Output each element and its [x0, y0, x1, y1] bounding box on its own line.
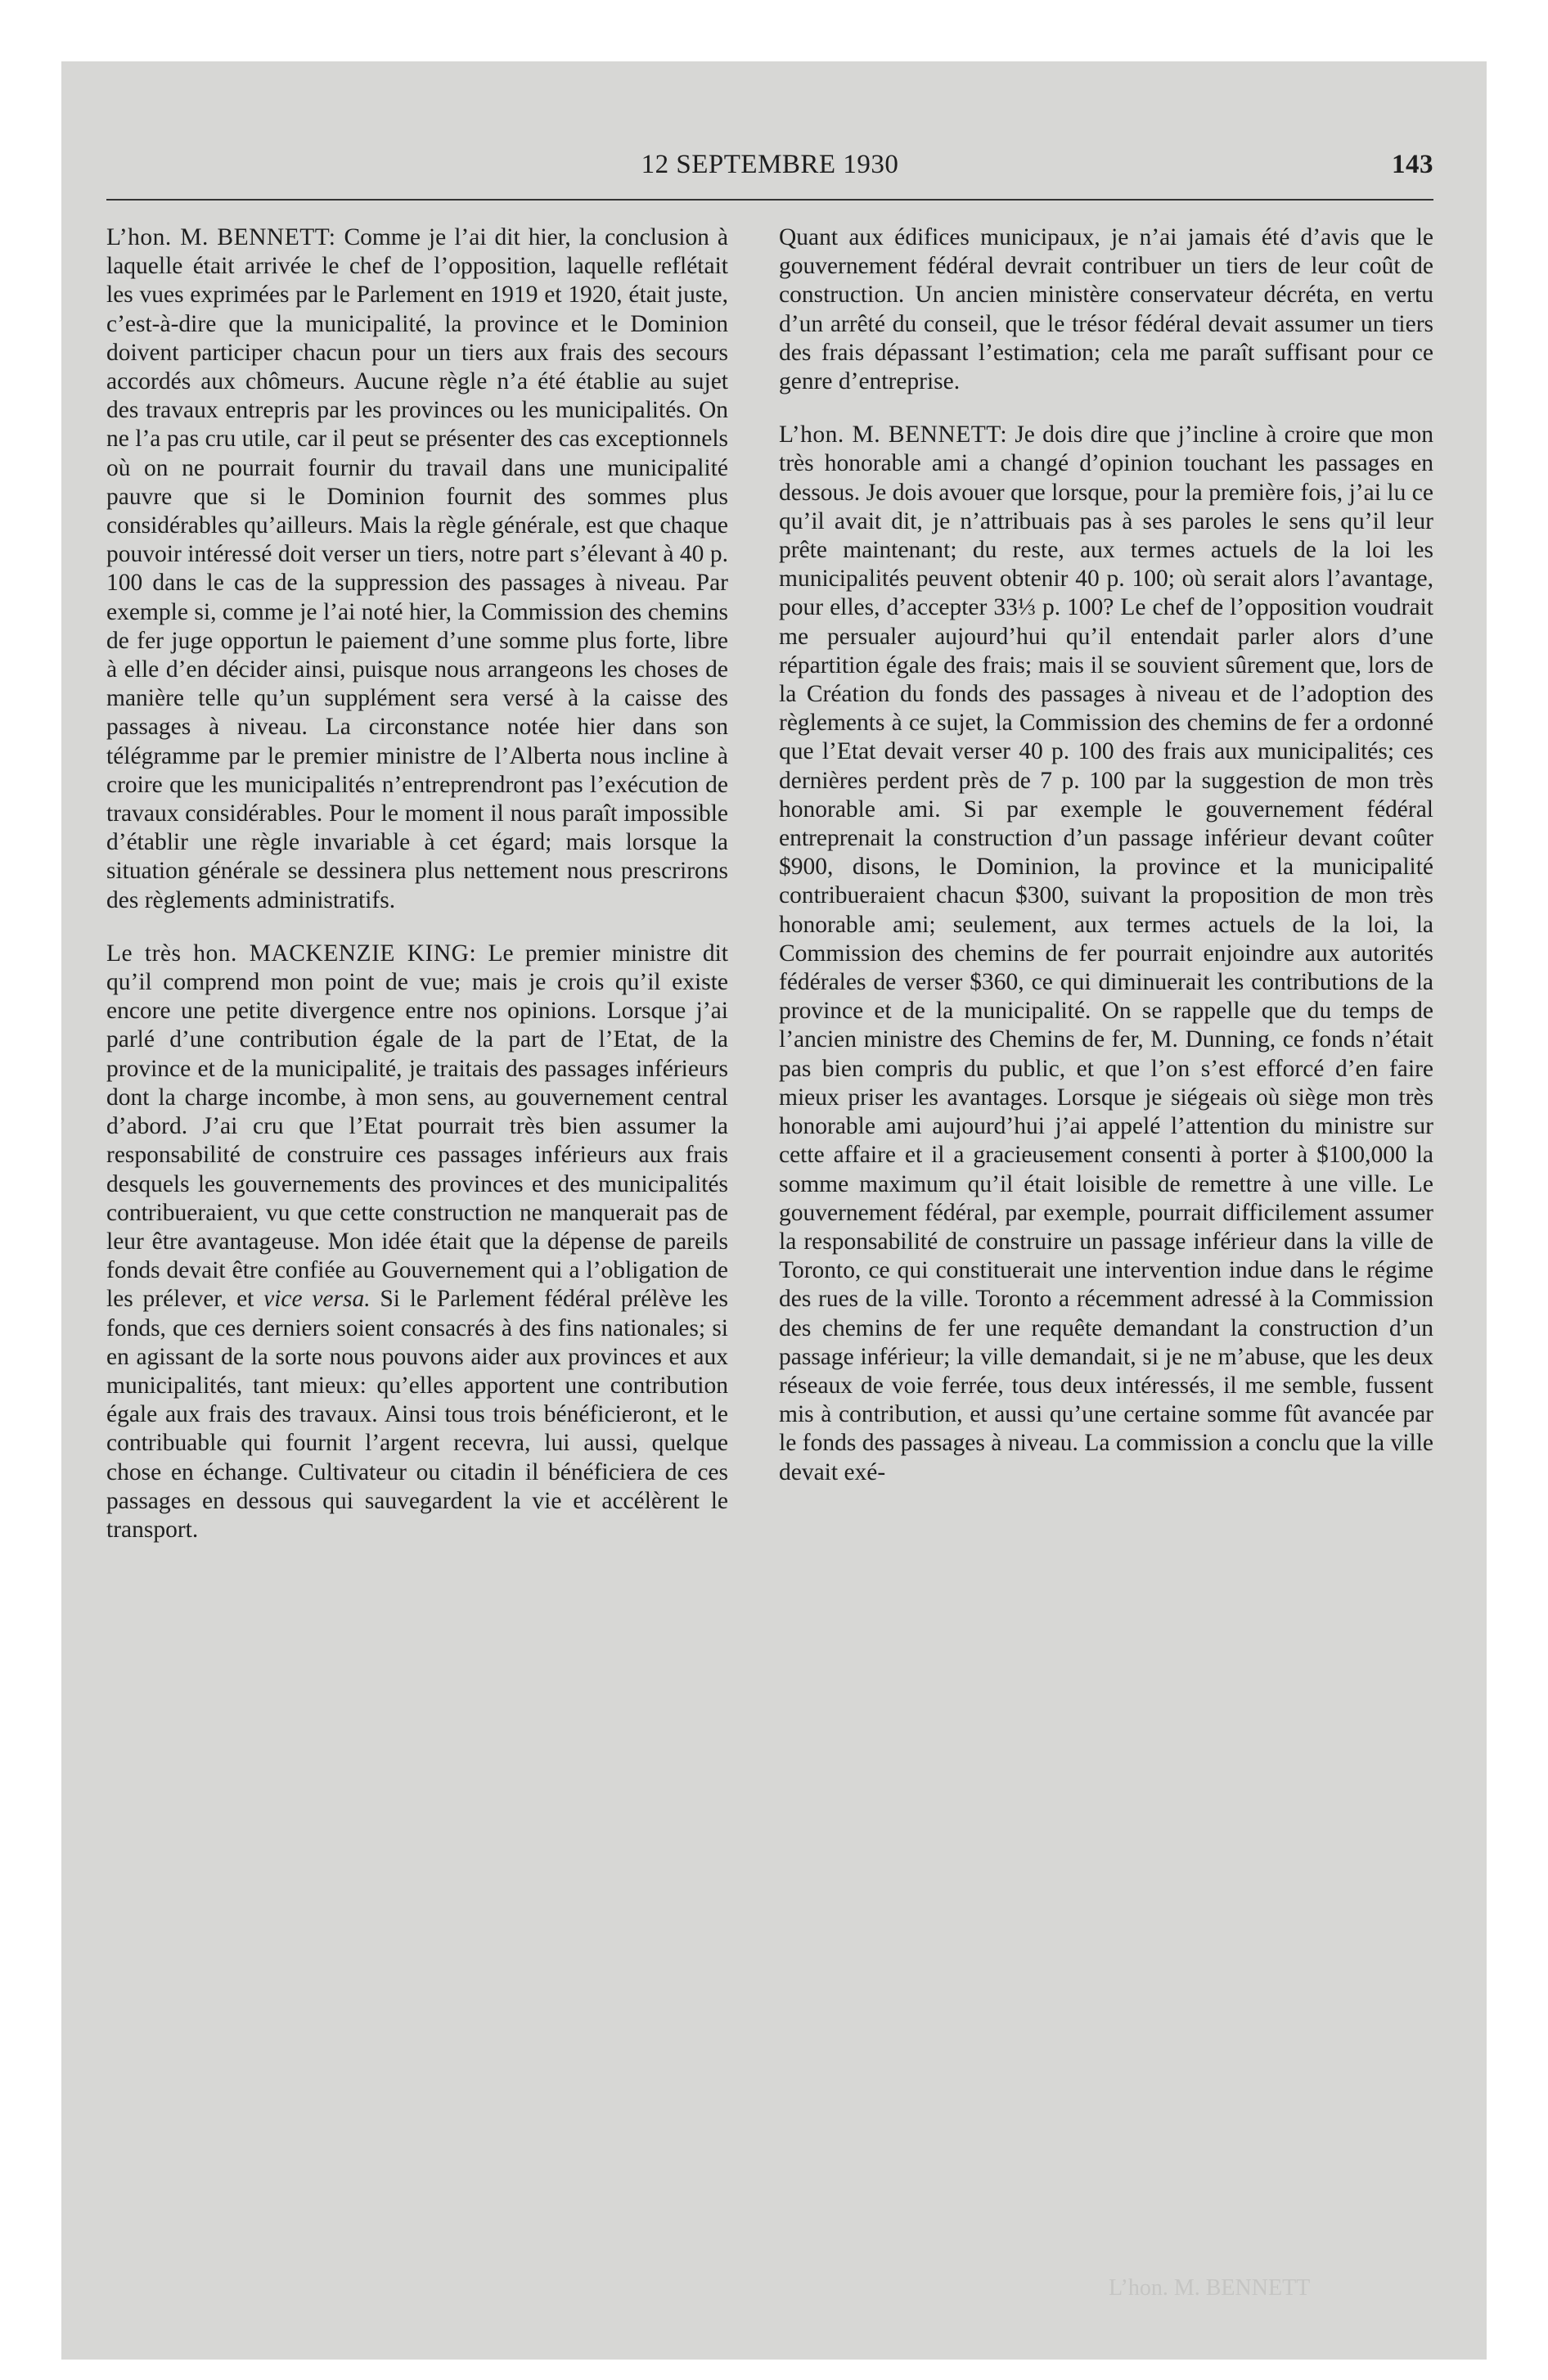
paragraph-text: Je dois dire que j’incline à croire que mon très honorable ami a changé d’opinion touchant les passages en dessous. Je dois avouer que lorsque, pour la première fois, j’ai lu ce qu’il avait dit, je n’attribuais pas à ses paroles le sens qu’il leur prête maintenant; du reste, aux termes actuels de la loi les municipalités peuvent obtenir 40 p. 100; où serait alors l’avantage, pour elles, d’accepter — [779, 421, 1433, 621]
header-rule — [106, 199, 1433, 201]
paragraph-text: Quant aux édifices municipaux, je n’ai jamais été d’avis que le gouvernement fédéral devrait contribuer un tiers de leur coût de construction. Un ancien ministère conservateur décréta, en vertu d’un arrêté du conseil, que le trésor fédéral devait assumer un tiers des frais dépassant l’estimation; cela me paraît suffisant pour ce genre d’entreprise. — [779, 224, 1433, 395]
scanned-page — [61, 61, 1487, 2360]
paragraph-bennett-1 — [106, 223, 728, 915]
italic-phrase: vice versa. — [263, 1286, 371, 1313]
page-number: 143 — [1392, 150, 1433, 179]
paragraph-text: p. 100? Le chef de l’opposition voudrait me persualer aujourd’hui qu’il entendait parler alors d’une répartition égale des frais; mais il se souvient sûrement que, lors de la Création du fonds des passages à niveau et de l’adoption des règlements à ce sujet, la Commission des chemins de fer a ordonné que l’Etat devait verser 40 p. 100 des frais aux municipalités; ces dernières perdent près de 7 p. 100 par la suggestion de mon très honorable ami. Si par exemple le gouvernement fédéral entreprenait la construction d’un passage inférieur devant coûter $900, disons, le Dominion, la province et la municipalité contribueraient chacun $300, suivant la proposition de mon très honorable ami; seulement, aux termes actuels de la loi, la Commission des chemins de fer pourrait enjoindre aux autorités fédérales de verser $360, ce qui diminuerait les contributions de la province et de la municipalité. On se rappelle que du temps de l’ancien ministre des Chemins de fer, M. Dunning, ce fonds n’était pas bien compris du public, et que l’on s’est efforcé d’en faire mieux priser les avantages. Lorsque je siégeais où siège mon très honorable ami aujourd’hui j’ai appelé l’attention du ministre sur cette affaire et il a gracieusement consenti à porter à $100,000 la somme maximum qu’il était loisible de remettre à une ville. Le gouvernement fédéral, par exemple, pourrait difficilement assumer la responsabilité de construire un passage inférieur dans la ville de Toronto, ce qui constituerait une intervention indue dans le régime des rues de la ville. Toronto a récemment adressé à la Commission des chemins de fer une requête demandant la construction d’un passage inférieur; la ville demandait, si je ne m’abuse, que les deux réseaux de voie ferrée, tous deux intéressés, il me semble, fussent mis à contribution, et aussi qu’une certaine somme fût avancée par le fonds des passages à niveau. La commission a conclu que la ville devait exé- — [779, 594, 1433, 1485]
paragraph-text: Le premier ministre dit qu’il comprend mon point de vue; mais je crois qu’il existe encore une petite divergence entre nos opinions. Lorsque j’ai parlé d’une contribution égale de la part de l’Etat, de la province et de la municipalité, je traitais des passages inférieurs dont la charge incombe, à mon sens, au gouvernement central d’abord. J’ai cru que l’Etat pourrait très bien assumer la responsabilité de construire ces passages inférieurs aux frais desquels les gouvernements des provinces et des municipalités contribueraient, vu que cette construction ne manquerait pas de leur être avantageuse. Mon idée était que la dépense de pareils fonds devait être confiée au Gouvernement qui a l’obligation de les prélever, et — [106, 940, 728, 1313]
fraction-value: 33⅓ — [993, 594, 1036, 621]
paragraph-bennett-2 — [779, 421, 1433, 1487]
paragraph-text: Si le Parlement fédéral prélève les fonds, que ces derniers soient consacrés à des fins nationales; si en agissant de la sorte nous pouvons aider aux provinces et aux municipalités, tant mieux: qu’elles apportent une contribution égale aux frais des travaux. Ainsi tous trois bénéficieront, et le contribuable qui fournit l’argent recevra, lui aussi, quelque chose en échange. Cultivateur ou citadin il bénéficiera de ces passages en dessous qui sauvegardent la vie et accélèrent le transport. — [106, 1286, 728, 1543]
show-through-text: L’hon. M. BENNETT — [1109, 2275, 1311, 2301]
page-content — [61, 61, 1487, 2360]
paragraph-king-continued — [779, 223, 1433, 396]
speaker-name: L’hon. M. BENNETT: — [106, 224, 336, 250]
paragraph-king — [106, 940, 728, 1544]
paragraph-text: Comme je l’ai dit hier, la conclusion à laquelle était arrivée le chef de l’opposition, laquelle reflétait les vues exprimées par le Parlement en 1919 et 1920, était juste, c’est-à-dire que la municipalité, la province et le Dominion doivent participer chacun pour un tiers aux frais des secours accordés aux chômeurs. Aucune règle n’a été établie au sujet des travaux entrepris par les provinces ou les municipalités. On ne l’a pas cru utile, car il peut se présenter des cas exceptionnels où on ne pourrait fournir du travail dans une municipalité pauvre que si le Dominion fournit des sommes plus considérables qu’ailleurs. Mais la règle générale, est que chaque pouvoir intéressé doit verser un tiers, notre part s’élevant à 40 p. 100 dans le cas de la suppression des passages à niveau. Par exemple si, comme je l’ai noté hier, la Commission des chemins de fer juge opportun le paiement d’une somme plus forte, libre à elle d’en décider ainsi, puisque nous arrangeons les choses de manière telle qu’un supplément sera versé à la caisse des passages à niveau. La circonstance notée hier dans son télégramme par le premier ministre de l’Alberta nous incline à croire que les municipalités n’entreprendront pas l’exécution de travaux considérables. Pour le moment il nous paraît impossible d’établir une règle invariable à cet égard; mais lorsque la situation générale se dessinera plus nettement nous prescrirons des règlements administratifs. — [106, 224, 728, 913]
running-header — [106, 150, 1433, 183]
speaker-name: L’hon. M. BENNETT: — [779, 421, 1008, 449]
speaker-name: Le très hon. MACKENZIE KING: — [106, 940, 477, 967]
left-column — [106, 223, 728, 2319]
right-column — [779, 223, 1433, 2319]
header-date: 12 SEPTEMBRE 1930 — [641, 150, 899, 179]
